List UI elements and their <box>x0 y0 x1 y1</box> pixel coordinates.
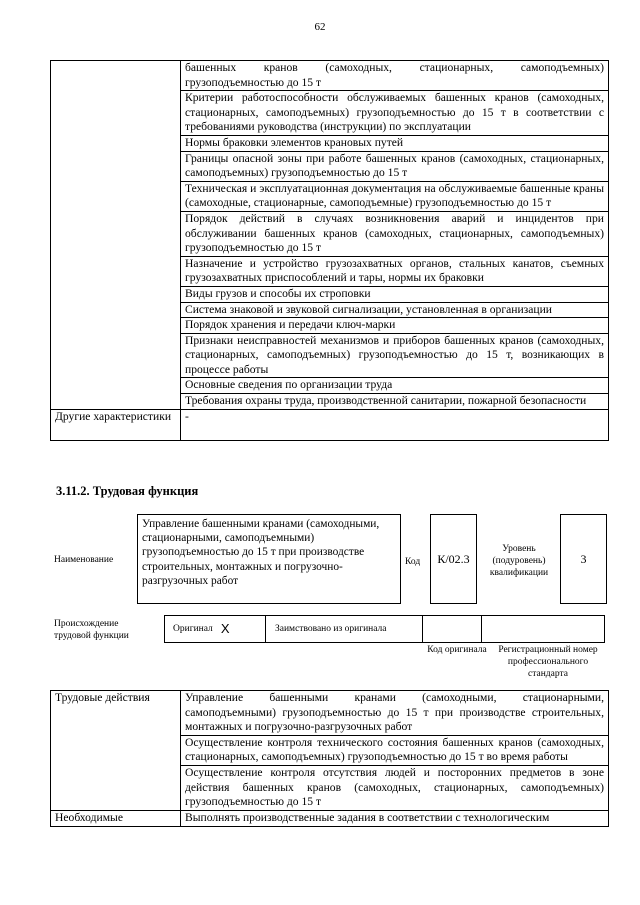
labor-action-row: Осуществление контроля технического состояния башенных кранов (самоходных, стационарных, самоподъемных) грузоподъемностью до 15 т во время работы <box>181 735 609 765</box>
qualification-level-label: Уровень (подуровень) квалификации <box>489 544 549 578</box>
function-name-box: Управление башенными кранами (самоходными, стационарными, самоподъемными) грузоподъемностью до 15 т при производстве строительных, монтажных и погрузочно-разгрузочных работ <box>137 514 401 604</box>
borrowed-cell: Заимствовано из оригинала <box>265 615 423 643</box>
required-skills-row: Выполнять производственные задания в соответствии с технологическим <box>181 810 609 826</box>
original-mark: X <box>220 621 230 636</box>
code-original-cell <box>422 615 482 643</box>
knowledge-row: Виды грузов и способы их строповки <box>181 286 609 302</box>
origin-label: Происхождение трудовой функции <box>54 619 129 641</box>
code-label: Код <box>405 557 421 567</box>
other-characteristics-label: Другие характеристики <box>51 409 181 440</box>
knowledge-row: Техническая и эксплуатационная документация на обслуживаемые башенные краны (самоходные, стационарные, самоподъемные) грузоподъемностью до 15 т <box>181 181 609 211</box>
knowledge-row: Назначение и устройство грузозахватных органов, стальных канатов, съемных грузозахватных приспособлений и тары, нормы их браковки <box>181 256 609 286</box>
required-skills-label: Необходимые <box>51 810 181 826</box>
function-code-box: К/02.3 <box>430 514 477 604</box>
knowledge-row: башенных кранов (самоходных, стационарных, самоподъемных) грузоподъемностью до 15 т <box>181 61 609 91</box>
knowledge-row: Порядок действий в случаях возникновения аварий и инцидентов при обслуживании башенных кранов (самоходных, стационарных, самоподъемных) грузоподъемностью до 15 т <box>181 211 609 256</box>
knowledge-row: Признаки неисправностей механизмов и приборов башенных кранов (самоходных, стационарных, самоподъемных) грузоподъемностью до 15 т, возникающих в процессе работы <box>181 333 609 378</box>
labor-actions-label: Трудовые действия <box>51 691 181 811</box>
knowledge-row: Нормы браковки элементов крановых путей <box>181 135 609 151</box>
reg-number-cell <box>481 615 605 643</box>
knowledge-row: Система знаковой и звуковой сигнализации, установленная в организации <box>181 302 609 318</box>
knowledge-row: Границы опасной зоны при работе башенных кранов (самоходных, стационарных, самоподъемных) грузоподъемностью до 15 т <box>181 151 609 181</box>
knowledge-label-cell <box>51 61 181 410</box>
labor-action-row: Управление башенными кранами (самоходными, стационарными, самоподъемными) грузоподъемностью до 15 т при производстве строительных, монтажных и погрузочно-разгрузочных работ <box>181 691 609 736</box>
code-original-label: Код оригинала <box>427 645 487 655</box>
page-number: 62 <box>314 21 326 33</box>
knowledge-row: Порядок хранения и передачи ключ-марки <box>181 318 609 334</box>
qualification-level-box: 3 <box>560 514 607 604</box>
name-label: Наименование <box>54 555 114 565</box>
knowledge-table <box>50 60 609 441</box>
labor-action-row: Осуществление контроля отсутствия людей и посторонних предметов в зоне действия башенных кранов (самоходных, стационарных, самоподъемных) грузоподъемностью до 15 т <box>181 765 609 810</box>
knowledge-row: Основные сведения по организации труда <box>181 378 609 394</box>
reg-number-label: Регистрационный номер профессионального стандарта <box>498 645 598 679</box>
origin-row <box>165 615 607 643</box>
labor-actions-table <box>50 690 609 827</box>
knowledge-row: Требования охраны труда, производственной санитарии, пожарной безопасности <box>181 394 609 410</box>
knowledge-row: Критерии работоспособности обслуживаемых башенных кранов (самоходных, стационарных, самоподъемных) грузоподъемностью до 15 т в соответствии с требованиями руководства (инструкции) по эксплуатации <box>181 91 609 136</box>
original-cell <box>164 615 266 643</box>
original-label: Оригинал <box>173 624 213 634</box>
other-characteristics-value: - <box>181 409 609 440</box>
section-title: 3.11.2. Трудовая функция <box>56 484 199 498</box>
